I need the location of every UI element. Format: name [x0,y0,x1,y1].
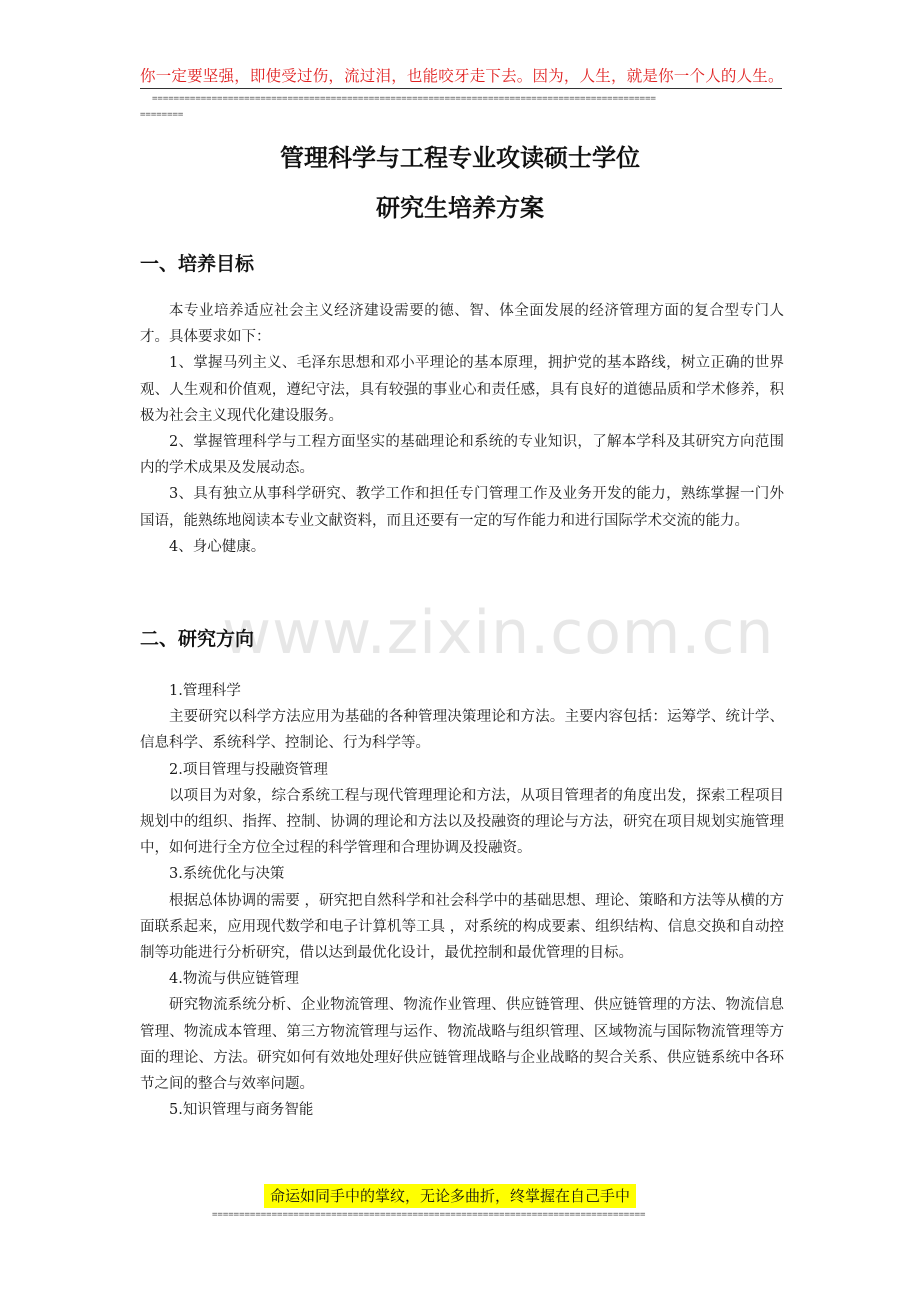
section1-requirement-4: 4、身心健康。 [169,538,266,555]
header-separator-line2: ======== [140,110,184,120]
section2-heading: 二、研究方向 [140,628,255,650]
direction-2-description: 以项目为对象，综合系统工程与现代管理理论和方法，从项目管理者的角度出发，探索工程项目规划中的组织、指挥、控制、协调的理论和方法以及投融资的理论与方法，研究在项目规划实施管理中，如何进行全方位全过程的科学管理和合理协调及投融资。 [140,787,784,857]
section2-body [140,678,784,1123]
direction-1-title: 1.管理科学 [169,683,241,699]
direction-4-title: 4.物流与供应链管理 [169,971,299,988]
header-rule [140,88,782,89]
watermark-text: www.zixin.com.cn [222,598,775,668]
footer-separator: ================================================================================ [212,1210,646,1220]
document-title-line2: 研究生培养方案 [376,194,544,222]
direction-3-description: 根据总体协调的需要 ，研究把自然科学和社会科学中的基础思想、理论、策略和方法等从横的方面联系起来，应用现代数学和电子计算机等工具 ，对系统的构成要素、组织结构、信息交换和自动控制等功能进行分析研究，借以达到最优化设计，最优控制和最优管理的目标。 [140,892,784,962]
document-title-line1: 管理科学与工程专业攻读硕士学位 [280,144,640,172]
direction-5-title: 5.知识管理与商务智能 [169,1102,314,1119]
section1-body [140,298,784,560]
direction-2-title: 2.项目管理与投融资管理 [169,761,328,778]
footer-motto: 命运如同手中的掌纹，无论多曲折，终掌握在自己手中 [264,1184,636,1208]
direction-4-description: 研究物流系统分析、企业物流管理、物流作业管理、供应链管理、供应链管理的方法、物流信息管理、物流成本管理、第三方物流管理与运作、物流战略与组织管理、区域物流与国际物流管理等方面的理论、方法。研究如何有效地处理好供应链管理战略与企业战略的契合关系、供应链系统中各环节之间的整合与效率问题。 [140,997,784,1093]
direction-1-description: 主要研究以科学方法应用为基础的各种管理决策理论和方法。主要内容包括：运筹学、统计学、信息科学、系统科学、控制论、行为科学等。 [140,709,784,752]
section1-requirement-3: 3、具有独立从事科学研究、教学工作和担任专门管理工作及业务开发的能力，熟练掌握一门外国语，能熟练地阅读本专业文献资料，而且还要有一定的写作能力和进行国际学术交流的能力。 [140,486,784,529]
direction-3-title: 3.系统优化与决策 [169,866,285,883]
header-separator-line1: ============================================================================================= [152,94,656,104]
header-motto: 你一定要坚强，即使受过伤，流过泪，也能咬牙走下去。因为，人生，就是你一个人的人生。 [140,67,784,85]
section1-intro-paragraph: 本专业培养适应社会主义经济建设需要的德、智、体全面发展的经济管理方面的复合型专门人才。具体要求如下： [140,303,784,346]
section1-requirement-2: 2、掌握管理科学与工程方面坚实的基础理论和系统的专业知识，了解本学科及其研究方向范围内的学术成果及发展动态。 [140,434,784,477]
section1-requirement-1: 1、掌握马列主义、毛泽东思想和邓小平理论的基本原理，拥护党的基本路线，树立正确的世界观、人生观和价值观，遵纪守法，具有较强的事业心和责任感，具有良好的道德品质和学术修养，积极为社会主义现代化建设服务。 [140,355,784,424]
section1-heading: 一、培养目标 [140,253,255,275]
